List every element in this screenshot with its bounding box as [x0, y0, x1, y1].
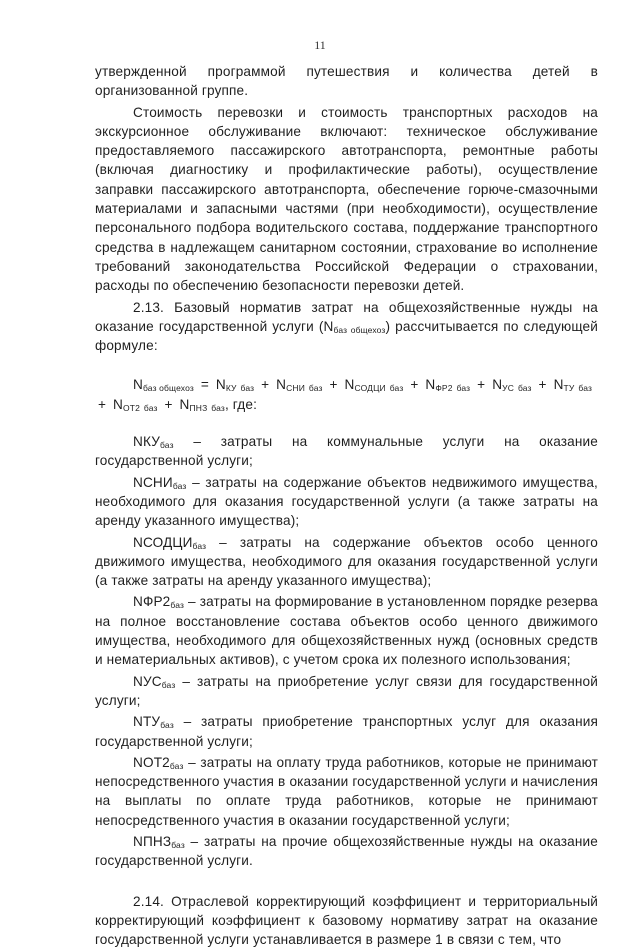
definition-text: – затраты на коммунальные услуги на оказание государственной услуги; — [95, 434, 598, 469]
formula-term-fr2 — [425, 377, 470, 392]
symbol-part: баз — [456, 383, 471, 394]
definition-pnz — [95, 832, 598, 871]
symbol-part: ТУ — [563, 383, 575, 394]
formula-lhs-sub: баз общехоз — [142, 383, 194, 394]
definition-text: – затраты на содержание объектов особо ценного движимого имущества, необходимого для оказания государственной услуги (а также затраты на аренду указанного имущества); — [95, 534, 598, 589]
formula-plus: + — [329, 377, 338, 393]
symbol-part: N — [425, 377, 436, 393]
symbol-part: баз — [389, 383, 404, 394]
definition-symbol: NПНЗ — [133, 833, 172, 849]
formula-lhs-main: N — [133, 377, 143, 393]
formula-tail: , где: — [224, 396, 258, 412]
symbol-part: N — [276, 377, 287, 393]
symbol-part: УС — [502, 383, 514, 394]
definition-symbol: NОТ2 — [133, 754, 170, 770]
symbol-part: баз — [169, 760, 184, 771]
paragraph-2-13 — [95, 298, 598, 356]
definition-symbol: NУС — [133, 673, 162, 689]
formula-term-pnz — [180, 397, 225, 412]
symbol-part: баз — [308, 383, 323, 394]
symbol-part: N — [113, 396, 123, 412]
definition-symbol: NФР2 — [133, 594, 171, 610]
symbol-part: ОТ2 — [123, 402, 140, 413]
symbol-part: N — [553, 377, 564, 393]
symbol-part: N — [344, 377, 355, 393]
symbol-part: N — [179, 396, 190, 412]
definition-sodci — [95, 533, 598, 591]
document-body — [95, 62, 598, 949]
formula-term-ot2 — [113, 397, 158, 412]
formula-plus: + — [538, 377, 547, 393]
definition-text: – затраты приобретение транспортных услуг для оказания государственной услуги; — [95, 714, 598, 749]
symbol-part: баз — [211, 402, 225, 413]
symbol-part: ПНЗ — [189, 402, 208, 413]
definition-symbol: NКУ — [133, 434, 160, 450]
formula-term-ku — [216, 377, 254, 392]
paragraph-2-13-pre: 2.13. Базовый норматив затрат на общехозяйственные нужды на оказание государственной услуги (N — [95, 299, 598, 334]
formula-equals: = — [200, 377, 209, 393]
symbol-part: баз — [160, 720, 174, 731]
formula-plus: + — [261, 377, 270, 393]
symbol-part: N — [492, 377, 503, 393]
symbol-part: баз — [161, 679, 176, 690]
formula-plus: + — [410, 377, 419, 393]
definition-sni — [95, 473, 598, 531]
paragraph-2-14: 2.14. Отраслевой корректирующий коэффициент и территориальный корректирующий коэффициент к базовому нормативу затрат на оказание государственной услуги устанавливается в размере 1 в связи с тем, что — [95, 893, 598, 948]
page-number: 11 — [314, 38, 326, 52]
paragraph-continuation: утвержденной программой путешествия и количества детей в организованной группе. — [95, 64, 598, 99]
definition-text: – затраты на формирование в установленном порядке резерва на полное восстановление состава объектов особо ценного движимого имущества, необходимого для общехозяйственных нужд (основных средств и нематериальных активов), с учетом срока их полезного использования; — [95, 594, 598, 668]
definition-symbol: NСОДЦИ — [133, 534, 193, 550]
definition-text: – затраты на приобретение услуг связи для государственной услуги; — [95, 673, 598, 708]
symbol-part: СОДЦИ — [354, 383, 386, 394]
formula-plus: + — [164, 396, 173, 412]
formula-term-sni — [276, 377, 322, 392]
definition-text: – затраты на прочие общехозяйственные нужды на оказание государственной услуги. — [95, 833, 598, 869]
paragraph-2-13-post: ) рассчитывается по следующей формуле: — [95, 318, 598, 354]
definition-symbol: NСНИ — [133, 474, 173, 490]
symbol-part: баз — [240, 383, 255, 394]
symbol-part: N — [215, 377, 226, 393]
definition-tu — [95, 712, 598, 751]
formula-term-sodci — [345, 377, 404, 392]
symbol-part: баз — [578, 383, 593, 394]
definition-text: – затраты на содержание объектов недвижимого имущества, необходимого для оказания государственной услуги (а также затраты на аренду указанного имущества); — [95, 474, 598, 529]
symbol-part: баз — [143, 402, 158, 413]
formula-plus: + — [98, 396, 107, 412]
symbol-part: баз — [170, 600, 185, 611]
paragraph-transport-costs: Стоимость перевозки и стоимость транспортных расходов на экскурсионное обслуживание включают: техническое обслуживание предоставляемого пассажирского автотранспорта, ремонтные работы (включая диагностику и профилактические работы), осуществление заправки пассажирского автотранспорта, обеспечение горюче-смазочными материалами и запасными частями (при необходимости), осуществление персонального подбора водительского состава, поддержание транспортного средства в надлежащем санитарном состоянии, страхование во исполнение требований законодательства Российской Федерации о страховании, расходы по обеспечению безопасности перевозки детей. — [95, 104, 598, 294]
symbol-part: СНИ — [286, 383, 305, 394]
formula-plus: + — [477, 377, 486, 393]
definition-ot2 — [95, 753, 598, 830]
symbol-part: баз — [517, 383, 532, 394]
formula-term-tu — [554, 377, 592, 392]
formula-lhs — [133, 377, 194, 392]
symbol-part: КУ — [225, 383, 237, 394]
definition-us — [95, 672, 598, 711]
definition-symbol: NТУ — [133, 714, 161, 730]
symbol-part: баз — [159, 440, 174, 451]
symbol-part: ФР2 — [435, 383, 453, 394]
paragraph-2-13-sub: баз общехоз — [333, 324, 386, 335]
symbol-part: баз — [171, 839, 185, 850]
symbol-part: баз — [172, 480, 187, 491]
definition-ku — [95, 432, 598, 471]
definition-text: – затраты на оплату труда работников, которые не принимают непосредственного участия в оказании государственной услуги и начисления на выплаты по оплате труда работников, которые не принимают непосредственного участия в оказании государственной услуги; — [95, 754, 598, 828]
formula — [95, 375, 598, 414]
symbol-part: баз — [192, 540, 207, 551]
definition-fr2 — [95, 592, 598, 669]
formula-term-us — [492, 377, 531, 392]
